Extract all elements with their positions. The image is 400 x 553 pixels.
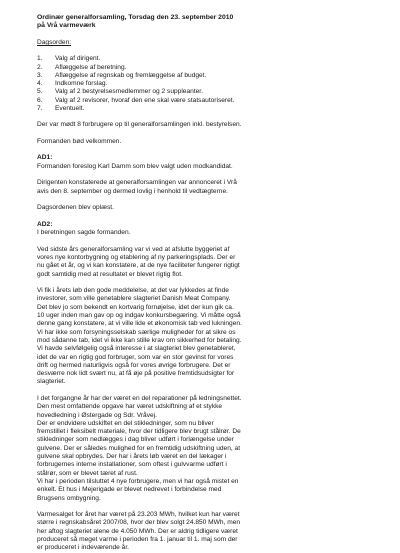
- paragraph-line: 10 uger inden man gav op og indgav konkursbegæring. Vi måtte også: [37, 312, 241, 320]
- agenda-text: Eventuelt.: [55, 104, 85, 112]
- paragraph-line: enkelt. Et hus i Mejerigade er blevet nedrevet i forbindelse med: [37, 486, 222, 494]
- paragraph-line: Vi fik i årets løb den gode meddelelse, at det var lykkedes at finde: [37, 287, 229, 295]
- paragraph-line: desværre nok lidt svært nu, at få øje på positive fremtidsudsigter for: [37, 370, 235, 378]
- paragraph-line: fremstillet i fleksibelt materiale, hvor der tidligere blev brugt stålrør. De: [37, 428, 241, 436]
- paragraph-line: investorer, som ville genetablere slagteriet Danish Meat Company.: [37, 295, 231, 303]
- title-line: på Vrå varmeværk: [37, 22, 96, 30]
- paragraph-line: Vi har i perioden tilsluttet 4 nye forbrugere, men vi har også mistet en: [37, 477, 239, 485]
- agenda-heading: Dagsorden:: [37, 38, 72, 46]
- paragraph-line: drift og hermed naturligvis også for vores øvrige forbrugere. Det er: [37, 361, 231, 369]
- paragraph-line: Den mest omfattende opgave har været udskiftning af et stykke: [37, 403, 223, 411]
- ad2-paragraph-heat-sales: [37, 511, 380, 552]
- agenda-number: 5.: [37, 88, 43, 96]
- welcome-text: Formanden bød velkommen.: [37, 137, 122, 145]
- ad1-text: Formanden foreslog Karl Damm som blev valgt uden modkandidat.: [37, 162, 233, 170]
- paragraph-line: større i regnskabsåret 2007/08, hvor der blev solgt 24.850 MWh, men: [37, 519, 241, 527]
- agenda-item: [37, 64, 380, 72]
- title-line: Ordinær generalforsamling, Torsdag den 23. september 2010: [37, 14, 234, 21]
- paragraph-line: I det forgangne år har der været en del reparationer på ledningsnettet.: [37, 395, 242, 402]
- agenda-number: 4.: [37, 80, 43, 88]
- paragraph-line: slagteriet.: [37, 378, 66, 386]
- agenda-number: 3.: [37, 71, 43, 79]
- paragraph-line: Det blev jo som bekendt en kortvarig fornøjelse, idet der kun gik ca.: [37, 303, 234, 311]
- paragraph-line: avis den 8. september og dermed lovlig i henhold til vedtægterne.: [37, 187, 228, 195]
- agenda-item: [37, 97, 380, 105]
- agenda-item: [37, 105, 380, 113]
- ad2-paragraph-network: [37, 395, 380, 503]
- agenda-text: Valg af 2 bestyrelsesmedlemmer og 2 suppleanter.: [55, 88, 203, 96]
- paragraph-line: Brugsens ombygning.: [37, 494, 101, 502]
- ad2-heading: AD2:: [37, 220, 53, 228]
- paragraph-line: stikledninger som nedlægges i dag bliver udført i forlængelse under: [37, 436, 234, 444]
- paragraph-line: Vi har ikke som forsyningsselskab særlige muligheder for at sikre os: [37, 328, 236, 336]
- agenda-item: [37, 80, 380, 88]
- paragraph-line: hovedledning i Østergade og Sdr. Vråvej.: [37, 411, 157, 419]
- agenda-text: Indkomne forslag.: [55, 80, 108, 88]
- paragraph-line: mod sådanne tab, idet vi ikke kan stille krav om sikkerhed for betaling.: [37, 336, 242, 344]
- conductor-paragraph: [37, 179, 380, 196]
- agenda-item: [37, 88, 380, 96]
- ad2-paragraph-building: [37, 246, 380, 279]
- attendance-text: Der var mødt 8 forbrugere op til generalforsamlingen inkl. bestyrelsen.: [37, 121, 242, 129]
- ad2-paragraph-slaughterhouse: [37, 287, 380, 387]
- agenda-text: Valg af 2 revisorer, hvoraf den ene skal være statsautoriseret.: [55, 96, 235, 104]
- agenda-list: [37, 55, 380, 112]
- ad2-intro: I beretningen sagde formanden.: [37, 229, 131, 237]
- paragraph-line: her aftog slagteriet alene de 4.050 MWh. Der er aldrig tidligere været: [37, 527, 238, 535]
- paragraph-line: Varmesalget for året har været på 23.203 MWh, hvilket kun har været: [37, 511, 240, 519]
- paragraph-line: stålrør, som er blevet tæret af rust.: [37, 469, 138, 477]
- paragraph-line: denne gang konstatere, at vi ville lide et økonomisk tab ved lukningen.: [37, 320, 242, 328]
- paragraph-line: Der er endvidere udskiftet en del stikledninger, som nu bliver: [37, 419, 214, 427]
- ad1-heading: AD1:: [37, 154, 53, 162]
- paragraph-line: Ved sidste års generalforsamling var vi ved at afslutte byggeriet af: [37, 245, 230, 253]
- paragraph-line: vores nye kontorbygning og etablering af ny parkeringsplads. Der er: [37, 253, 236, 261]
- paragraph-line: godt samtidig med at resultatet er blevet rigtig flot.: [37, 270, 183, 278]
- paragraph-line: Vi havde selvfølgelig også interesse i at slagteriet blev genetableret,: [37, 345, 236, 353]
- agenda-item: [37, 72, 380, 80]
- agenda-text: Aflæggelse af beretning.: [55, 63, 127, 71]
- agenda-number: 6.: [37, 96, 43, 104]
- paragraph-line: forbrugernes interne installationer, som oftest i gulvvarme udført i: [37, 461, 227, 469]
- paragraph-line: idet de var en rigtig god forbruger, som var en stor gevinst for vores: [37, 353, 234, 361]
- agenda-text: Valg af dirigent.: [55, 55, 101, 63]
- document-title: [37, 14, 380, 31]
- paragraph-line: er produceret i indeværende år.: [37, 544, 129, 552]
- paragraph-line: Dirigenten konstaterede at generalforsamlingen var annonceret i Vrå: [37, 179, 237, 187]
- paragraph-line: nu gået et år, og vi kan konstatere, at de nye faciliteter fungerer rigtigt: [37, 262, 240, 270]
- paragraph-line: gulvene skal opbrydes. Der har i årets løb været en del lækager i: [37, 453, 227, 461]
- agenda-number: 2.: [37, 63, 43, 71]
- paragraph-line: produceret så meget varme i perioden fra 1. januar til 1. maj som der: [37, 536, 238, 544]
- agenda-text: Aflæggelse af regnskab og fremlæggelse af budget.: [55, 71, 207, 79]
- paragraph-line: gulvene. Der er således mulighed for en fremtidig udskiftning uden, at: [37, 444, 241, 452]
- agenda-number: 1.: [37, 55, 43, 63]
- agenda-item: [37, 55, 380, 63]
- agenda-read-text: Dagsordenen blev oplæst.: [37, 204, 114, 212]
- agenda-number: 7.: [37, 104, 43, 112]
